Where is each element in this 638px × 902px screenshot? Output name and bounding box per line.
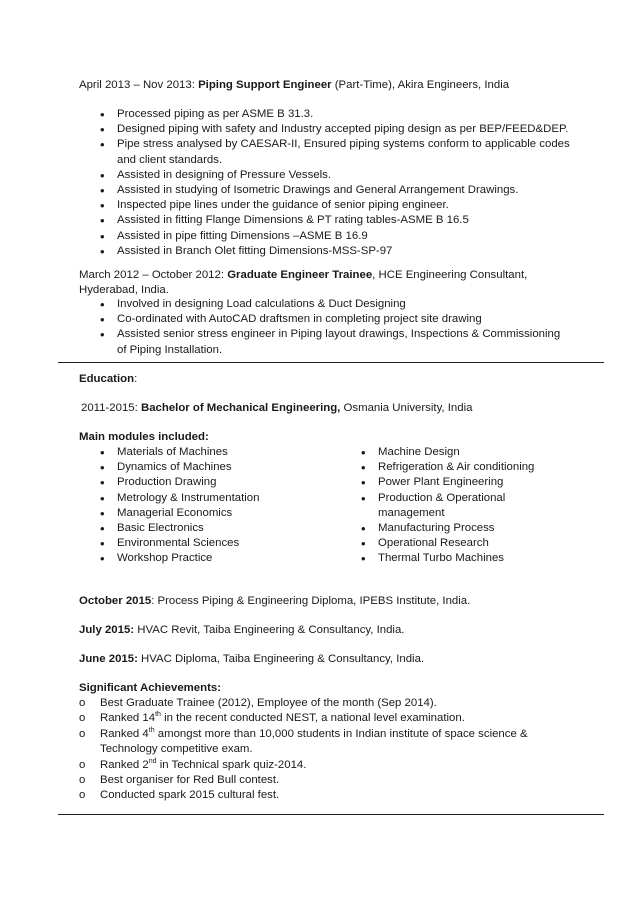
diploma-text: Process Piping & Engineering Diploma, IPEBS Institute, India. bbox=[154, 595, 471, 607]
list-item: • Production & Operational management bbox=[340, 491, 580, 521]
list-item: • Production Drawing bbox=[79, 475, 329, 490]
list-item: o Conducted spark 2015 cultural fest. bbox=[79, 788, 578, 803]
list-item: • Workshop Practice bbox=[79, 551, 329, 566]
education-heading bbox=[79, 372, 588, 387]
list-item: • Pipe stress analysed by CAESAR-II, Ensured piping systems conform to applicable codes and client standards. bbox=[79, 137, 588, 167]
list-item: • Basic Electronics bbox=[79, 521, 329, 536]
list-item: • Metrology & Instrumentation bbox=[79, 491, 329, 506]
achievements-heading bbox=[79, 681, 588, 696]
achievements-list bbox=[79, 696, 578, 804]
list-item: • Assisted senior stress engineer in Piping layout drawings, Inspections & Commissioning of Piping Installation. bbox=[79, 327, 568, 357]
degree-period: 2011-2015: bbox=[81, 402, 138, 414]
list-item: • Power Plant Engineering bbox=[340, 475, 580, 490]
list-item: • Co-ordinated with AutoCAD draftsmen in completing project site drawing bbox=[79, 312, 568, 327]
exp1-header bbox=[79, 78, 588, 93]
education-title: Education bbox=[79, 373, 135, 385]
list-item: • Dynamics of Machines bbox=[79, 460, 329, 475]
diploma-line bbox=[79, 623, 588, 638]
circle-bullet-icon: o bbox=[79, 712, 86, 725]
diploma-line bbox=[79, 594, 588, 609]
list-item: • Assisted in Branch Olet fitting Dimensions-MSS-SP-97 bbox=[79, 244, 588, 259]
list-item: • Involved in designing Load calculations & Duct Designing bbox=[79, 297, 568, 312]
diploma-text: HVAC Revit, Taiba Engineering & Consultancy, India. bbox=[134, 624, 405, 636]
exp2-title: Graduate Engineer Trainee bbox=[227, 269, 373, 281]
degree-line bbox=[81, 401, 588, 416]
list-item: • Processed piping as per ASME B 31.3. bbox=[79, 107, 588, 122]
exp1-period: April 2013 – Nov 2013: bbox=[79, 79, 195, 91]
diploma-line bbox=[79, 652, 588, 667]
exp1-bullets bbox=[79, 107, 588, 259]
modules-heading bbox=[79, 430, 588, 445]
list-item: o Ranked 4th amongst more than 10,000 students in Indian institute of space science & Technology competitive exam. bbox=[79, 727, 528, 756]
list-item: • Assisted in pipe fitting Dimensions –ASME B 16.9 bbox=[79, 229, 588, 244]
achievements-title: Significant Achievements: bbox=[79, 682, 221, 694]
list-item: o Best organiser for Red Bull contest. bbox=[79, 773, 578, 788]
modules-right bbox=[340, 445, 580, 567]
list-item: o Best Graduate Trainee (2012), Employee of the month (Sep 2014). bbox=[79, 696, 578, 711]
list-item: o Ranked 2nd in Technical spark quiz-2014. bbox=[79, 758, 578, 773]
modules-left bbox=[79, 445, 329, 567]
list-item: • Operational Research bbox=[340, 536, 580, 551]
diploma-sep: : bbox=[151, 595, 155, 607]
list-item: • Environmental Sciences bbox=[79, 536, 329, 551]
list-item: • Machine Design bbox=[340, 445, 580, 460]
bottom-divider bbox=[58, 814, 604, 815]
list-item: • Managerial Economics bbox=[79, 506, 329, 521]
diploma-date: October 2015 bbox=[79, 595, 152, 607]
exp1-rest: (Part-Time), Akira Engineers, India bbox=[331, 79, 510, 91]
list-item: o Ranked 14th in the recent conducted NEST, a national level examination. bbox=[79, 711, 578, 726]
list-item: • Refrigeration & Air conditioning bbox=[340, 460, 580, 475]
diploma-date: July 2015: bbox=[79, 624, 135, 636]
list-item: • Assisted in studying of Isometric Drawings and General Arrangement Drawings. bbox=[79, 183, 588, 198]
list-item: • Assisted in fitting Flange Dimensions & PT rating tables-ASME B 16.5 bbox=[79, 213, 588, 228]
list-item: • Inspected pipe lines under the guidance of senior piping engineer. bbox=[79, 198, 588, 213]
exp2-bullets bbox=[79, 297, 568, 358]
modules-title: Main modules included: bbox=[79, 431, 209, 443]
list-item: • Materials of Machines bbox=[79, 445, 329, 460]
degree-title: Bachelor of Mechanical Engineering, bbox=[140, 402, 341, 414]
diploma-date: June 2015: bbox=[79, 653, 138, 665]
section-divider bbox=[58, 362, 604, 363]
education-colon: : bbox=[134, 373, 138, 385]
list-item: • Manufacturing Process bbox=[340, 521, 580, 536]
list-item: • Thermal Turbo Machines bbox=[340, 551, 580, 566]
list-item: • Designed piping with safety and Industry accepted piping design as per BEP/FEED&DEP. bbox=[79, 122, 588, 137]
circle-bullet-icon: o bbox=[79, 758, 86, 771]
circle-bullet-icon: o bbox=[79, 774, 86, 787]
degree-rest: Osmania University, India bbox=[340, 402, 473, 414]
exp1-title: Piping Support Engineer bbox=[198, 79, 332, 91]
circle-bullet-icon: o bbox=[79, 789, 86, 802]
list-item: • Assisted in designing of Pressure Vessels. bbox=[79, 168, 588, 183]
circle-bullet-icon: o bbox=[79, 697, 86, 709]
exp2-period: March 2012 – October 2012: bbox=[79, 269, 225, 281]
circle-bullet-icon: o bbox=[79, 727, 86, 740]
exp2-rest: , HCE Engineering Consultant, Hyderabad, India. bbox=[79, 269, 528, 296]
diploma-text: HVAC Diploma, Taiba Engineering & Consultancy, India. bbox=[137, 653, 425, 665]
exp2-header bbox=[79, 268, 558, 298]
